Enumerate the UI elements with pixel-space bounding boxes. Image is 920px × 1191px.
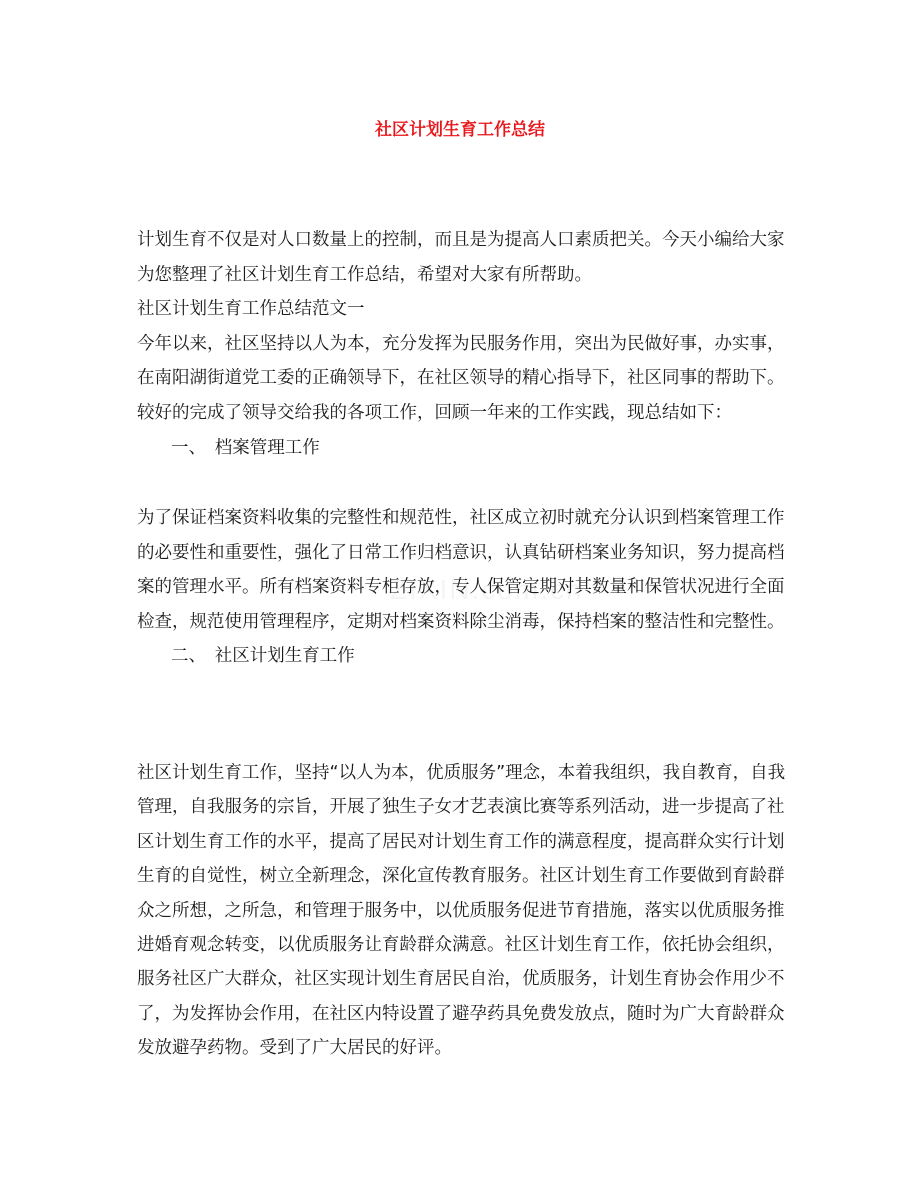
document-title: 社区计划生育工作总结 <box>375 120 545 140</box>
section-1-body: 为了保证档案资料收集的完整性和规范性，社区成立初时就充分认识到档案管理工作的必要性和重要性，强化了日常工作归档意识，认真钻研档案业务知识，努力提高档案的管理水平。所有档案资料专柜存放，专人保管定期对其数量和保管状况进行全面检查，规范使用管理程序，定期对档案资料除尘消毒，保持档案的整洁性和完整性。 <box>137 508 785 632</box>
sample-heading: 社区计划生育工作总结范文一 <box>137 299 365 320</box>
section-2-body-block <box>137 756 789 1066</box>
section-1-heading: 一、 档案管理工作 <box>171 437 320 458</box>
opening-paragraph: 今年以来，社区坚持以人为本，充分发挥为民服务作用，突出为民做好事，办实事，在南阳湖街道党工委的正确领导下，在社区领导的精心指导下，社区同事的帮助下。较好的完成了领导交给我的各项工作，回顾一年来的工作实践，现总结如下： <box>137 333 785 423</box>
section-2-body: 社区计划生育工作，坚持“以人为本，优质服务”理念，本着我组织，我自教育，自我管理，自我服务的宗旨，开展了独生子女才艺表演比赛等系列活动，进一步提高了社区计划生育工作的水平，提高了居民对计划生育工作的满意程度，提高群众实行计划生育的自觉性，树立全新理念，深化宣传教育服务。社区计划生育工作要做到育龄群众之所想，之所急，和管理于服务中，以优质服务促进节育措施，落实以优质服务推进婚育观念转变，以优质服务让育龄群众满意。社区计划生育工作，依托协会组织，服务社区广大群众，社区实现计划生育居民自治，优质服务，计划生育协会作用少不了，为发挥协会作用，在社区内特设置了避孕药具免费发放点，随时为广大育龄群众发放避孕药物。受到了广大居民的好评。 <box>137 763 786 1059</box>
watermark <box>390 574 584 606</box>
intro-paragraph: 计划生育不仅是对人口数量上的控制，而且是为提高人口素质把关。今天小编给大家为您整理了社区计划生育工作总结，希望对大家有所帮助。 <box>137 230 785 285</box>
document-body <box>137 223 789 465</box>
section-2-heading: 二、 社区计划生育工作 <box>171 646 355 667</box>
